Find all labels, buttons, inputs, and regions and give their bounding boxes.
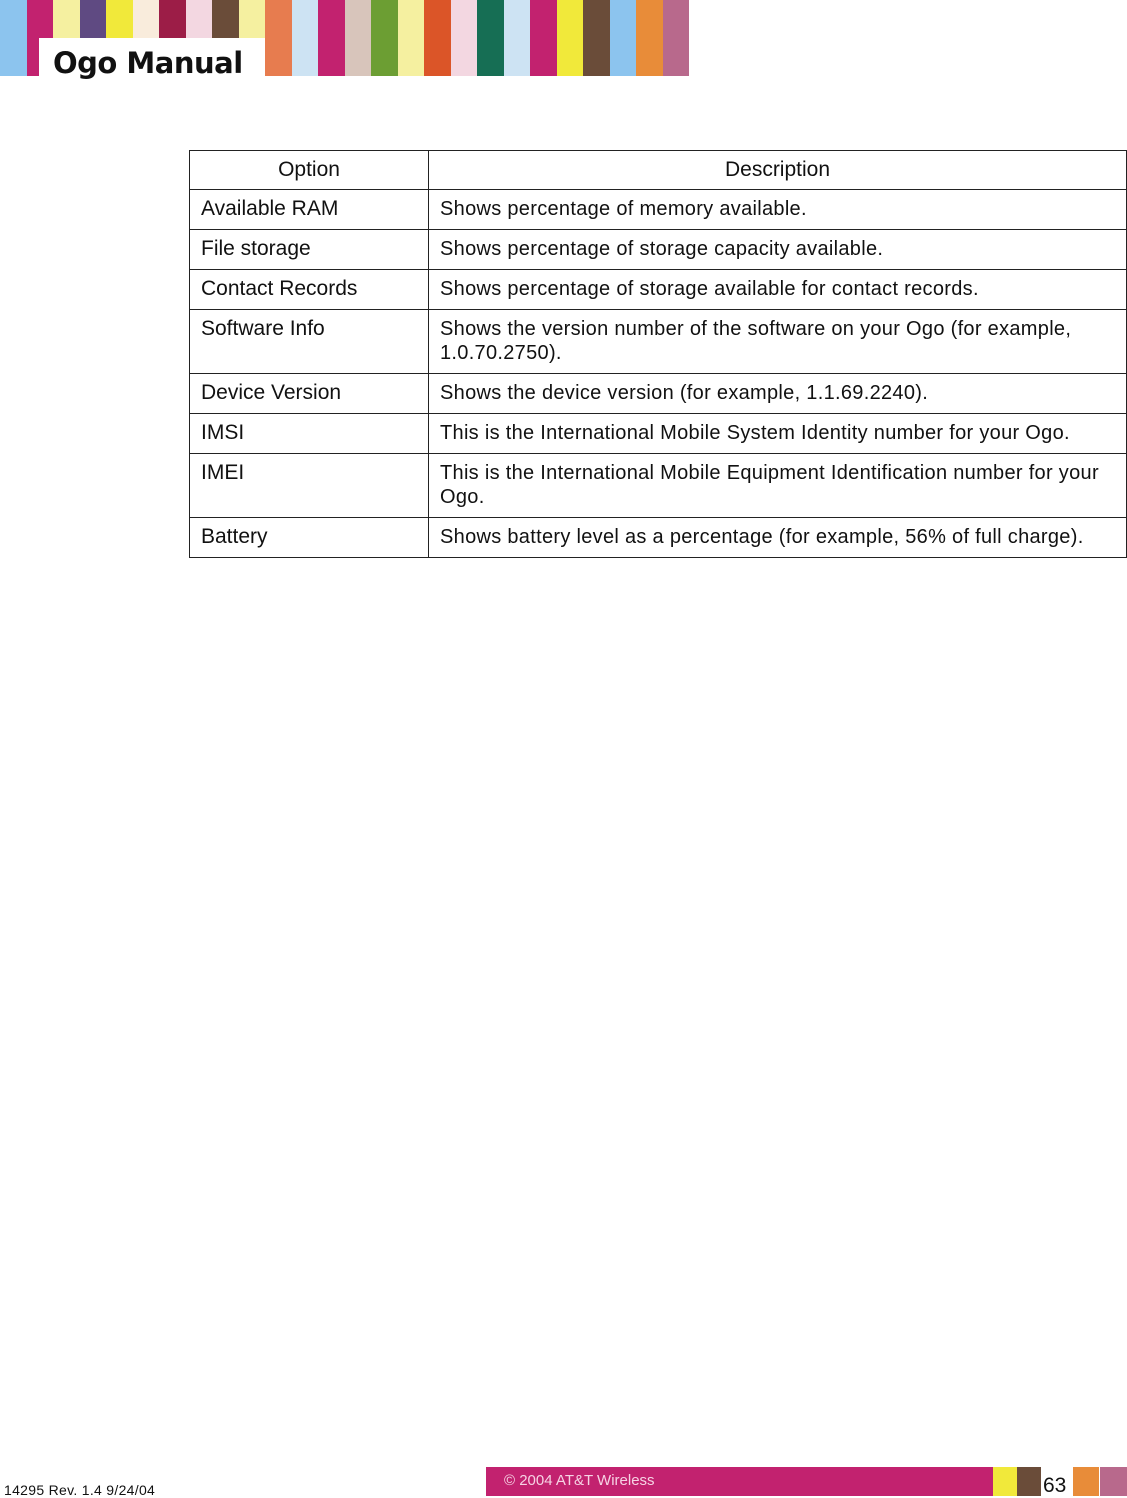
header-color-stripe [345, 0, 372, 76]
description-cell: This is the International Mobile Equipment Identification number for your Ogo. [429, 454, 1127, 518]
table-row [190, 454, 1127, 518]
column-header-option: Option [190, 151, 429, 190]
option-cell: IMSI [190, 414, 429, 454]
table-row [190, 518, 1127, 558]
manual-title: Ogo Manual [53, 46, 243, 80]
table-header-row [190, 151, 1127, 190]
option-cell: File storage [190, 230, 429, 270]
header-color-stripe [371, 0, 398, 76]
description-cell: Shows battery level as a percentage (for example, 56% of full charge). [429, 518, 1127, 558]
table-row [190, 190, 1127, 230]
footer-color-block [1017, 1467, 1041, 1496]
copyright-notice: © 2004 AT&T Wireless [504, 1472, 655, 1489]
description-cell: Shows percentage of storage capacity available. [429, 230, 1127, 270]
header-color-stripe [318, 0, 345, 76]
description-cell: This is the International Mobile System Identity number for your Ogo. [429, 414, 1127, 454]
footer-color-block [1100, 1467, 1127, 1496]
header-color-stripe [451, 0, 478, 76]
table-row [190, 310, 1127, 374]
header-color-stripe [663, 0, 690, 76]
option-cell: Software Info [190, 310, 429, 374]
options-table [189, 150, 1127, 558]
header-color-stripe [583, 0, 610, 76]
header-color-stripe [636, 0, 663, 76]
header-color-stripe [265, 0, 292, 76]
footer-color-block [993, 1467, 1017, 1496]
header-color-stripe [398, 0, 425, 76]
description-cell: Shows percentage of storage available for contact records. [429, 270, 1127, 310]
header-color-stripe [530, 0, 557, 76]
table-row [190, 414, 1127, 454]
table-row [190, 270, 1127, 310]
description-cell: Shows the device version (for example, 1.1.69.2240). [429, 374, 1127, 414]
header-color-stripe [557, 0, 584, 76]
document-revision-id: 14295 Rev. 1.4 9/24/04 [4, 1482, 156, 1498]
option-cell: Contact Records [190, 270, 429, 310]
header-color-stripe [292, 0, 319, 76]
option-cell: Device Version [190, 374, 429, 414]
header-color-stripe [477, 0, 504, 76]
option-cell: Battery [190, 518, 429, 558]
header-color-stripe [0, 0, 27, 76]
description-cell: Shows percentage of memory available. [429, 190, 1127, 230]
page-number: 63 [1043, 1474, 1067, 1497]
header-color-stripe [610, 0, 637, 76]
description-cell: Shows the version number of the software on your Ogo (for example, 1.0.70.2750). [429, 310, 1127, 374]
option-cell: Available RAM [190, 190, 429, 230]
table-row [190, 374, 1127, 414]
header-color-stripe [424, 0, 451, 76]
column-header-description: Description [429, 151, 1127, 190]
footer-color-block [1073, 1467, 1099, 1496]
table-row [190, 230, 1127, 270]
option-cell: IMEI [190, 454, 429, 518]
header-color-stripe [504, 0, 531, 76]
